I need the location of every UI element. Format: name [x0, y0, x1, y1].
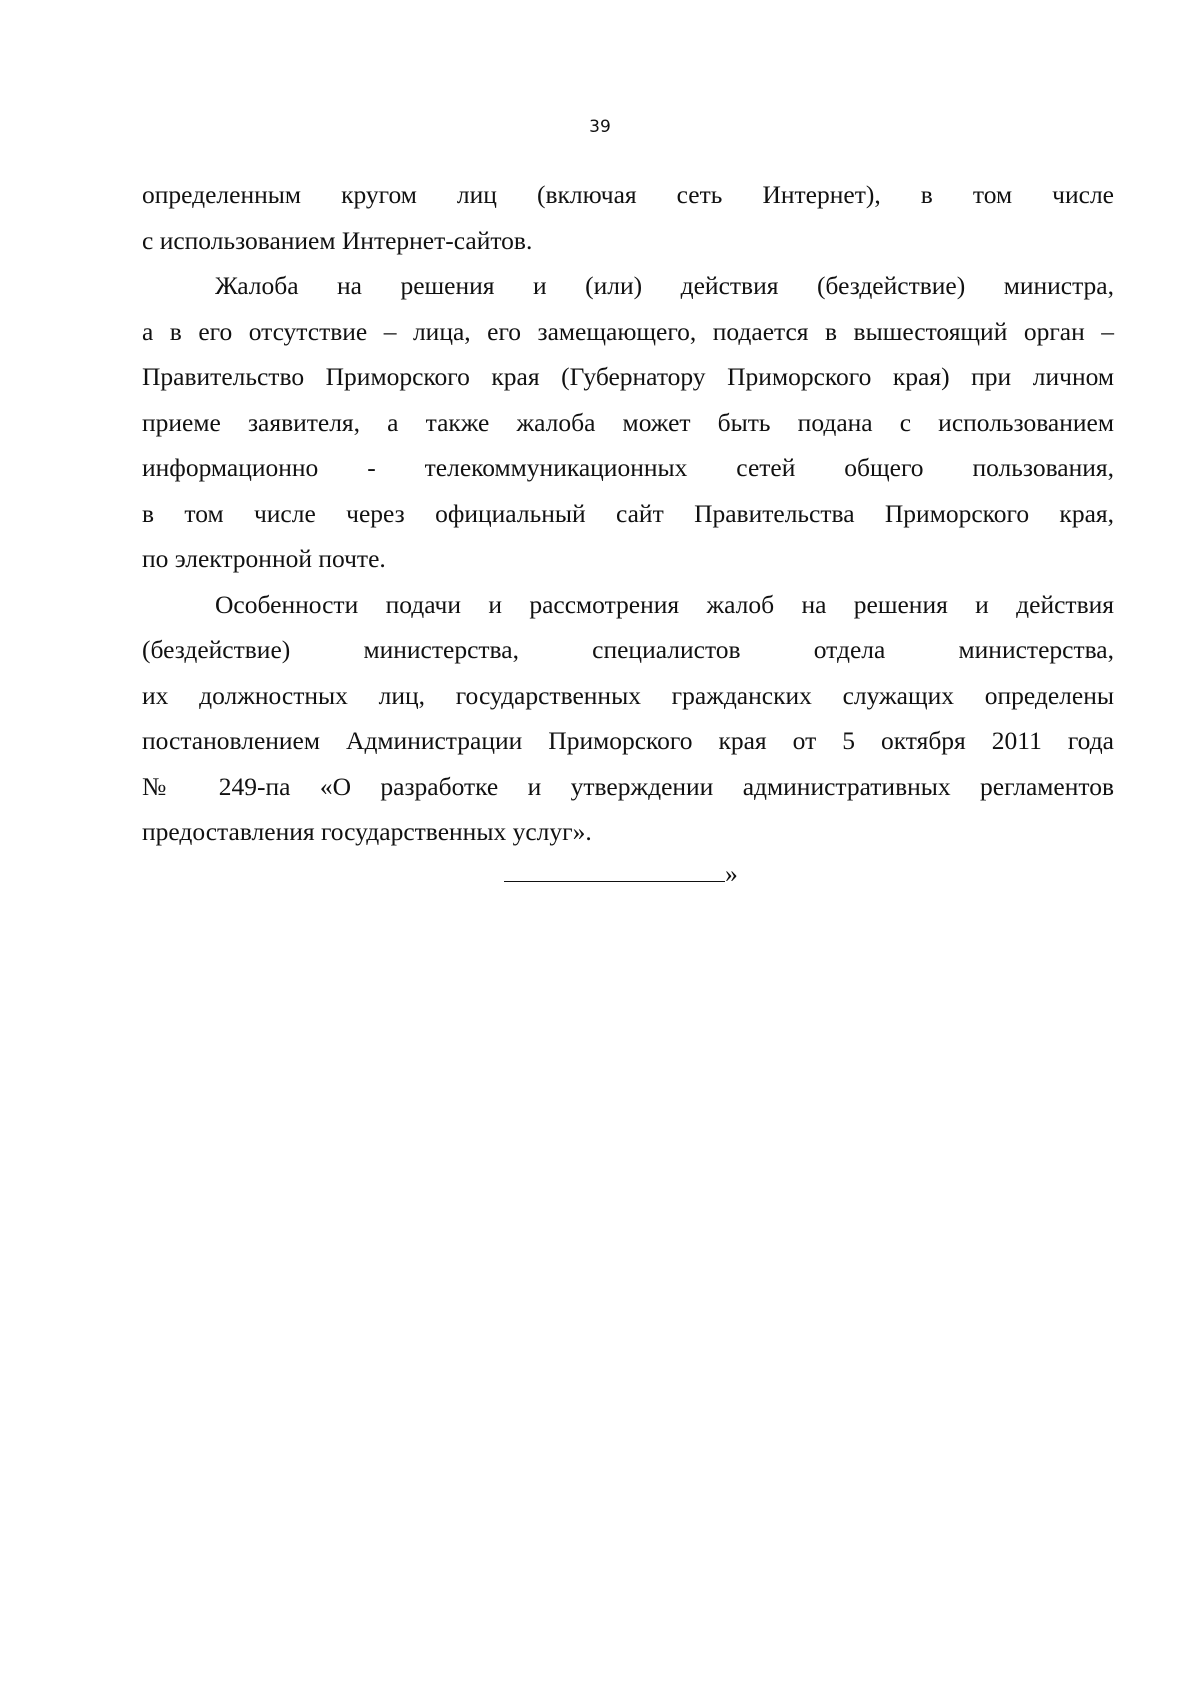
signature-rule — [504, 859, 725, 882]
text-line: Правительство Приморского края (Губернатору Приморского края) при личном — [142, 362, 1114, 391]
text-line: информационно - телекоммуникационных сетей общего пользования, — [142, 453, 1114, 482]
text-line: постановлением Администрации Приморского края от 5 октября 2011 года — [142, 726, 1114, 755]
closing-line — [504, 858, 764, 890]
text-line: в том числе через официальный сайт Правительства Приморского края, — [142, 498, 1114, 528]
closing-quote: » — [725, 859, 738, 888]
paragraph-first-line: Жалоба на решения и (или) действия (бездействие) министра, — [215, 271, 1114, 300]
text-line: а в его отсутствие – лица, его замещающего, подается в вышестоящий орган – — [142, 316, 1114, 346]
text-line: по электронной почте. — [142, 544, 386, 573]
text-line: определенным кругом лиц (включая сеть Интернет), в том числе — [142, 180, 1114, 209]
text-line: с использованием Интернет-сайтов. — [142, 225, 533, 255]
text-line: № 249-па «О разработке и утверждении административных регламентов — [142, 771, 1114, 801]
text-line: предоставления государственных услуг». — [142, 817, 592, 846]
body-text — [142, 172, 1114, 855]
text-line: (бездействие) министерства, специалистов отдела министерства, — [142, 635, 1114, 664]
text-line: их должностных лиц, государственных гражданских служащих определены — [142, 680, 1114, 710]
text-line: приеме заявителя, а также жалоба может быть подана с использованием — [142, 407, 1114, 437]
page-number: 39 — [589, 117, 611, 137]
paragraph-first-line: Особенности подачи и рассмотрения жалоб на решения и действия — [215, 589, 1114, 619]
